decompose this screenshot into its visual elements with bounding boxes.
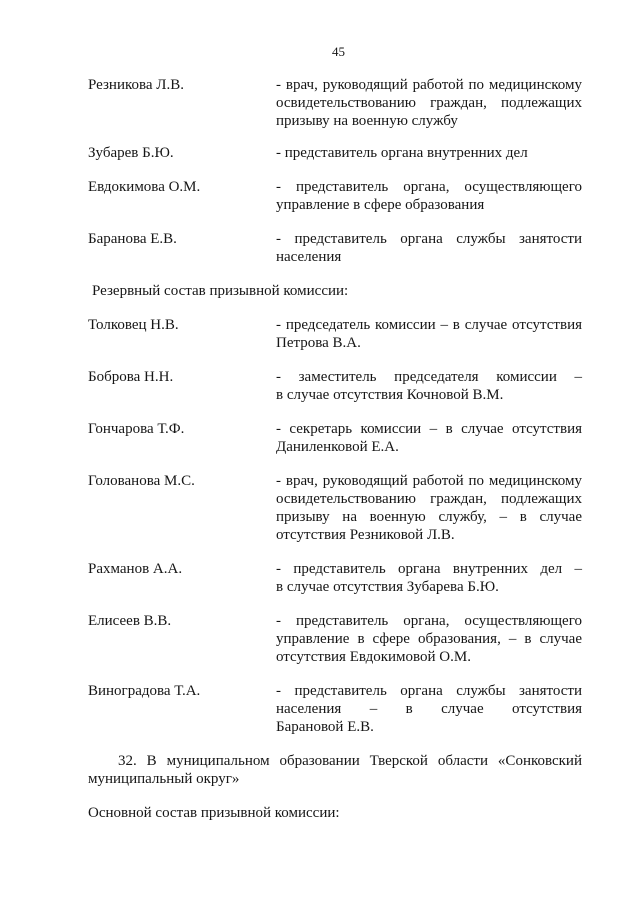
- member-name: Резникова Л.В.: [88, 77, 184, 93]
- member-role: [276, 144, 582, 162]
- member-role-line: - секретарь комиссии – в случае отсутствия: [276, 421, 582, 437]
- paragraph-line: 32. В муниципальном образовании Тверской области «Сонковский: [118, 753, 582, 769]
- member-entry: [88, 682, 582, 736]
- member-entry: [88, 230, 582, 266]
- member-role-line: освидетельствованию граждан, подлежащих: [276, 491, 582, 507]
- member-role: [276, 420, 582, 456]
- paragraph-line: муниципальный округ»: [88, 771, 240, 787]
- member-role-line: отсутствия Резниковой Л.В.: [276, 527, 455, 543]
- page-content: [88, 76, 582, 838]
- member-role: [276, 178, 582, 214]
- main-composition-heading: Основной состав призывной комиссии:: [88, 805, 340, 821]
- member-role-line: - представитель органа службы занятости: [276, 683, 582, 699]
- member-role: [276, 76, 582, 130]
- member-role: [276, 612, 582, 666]
- member-entry: [88, 316, 582, 352]
- member-entry: [88, 420, 582, 456]
- member-role-line: в случае отсутствия Зубарева Б.Ю.: [276, 579, 499, 595]
- reserve-composition-heading: Резервный состав призывной комиссии:: [92, 283, 349, 299]
- member-role-line: - представитель органа службы занятости: [276, 231, 582, 247]
- member-role-line: - заместитель председателя комиссии –: [276, 369, 582, 385]
- member-role: [276, 472, 582, 544]
- member-role-line: Даниленковой Е.А.: [276, 439, 399, 455]
- member-role-line: освидетельствованию граждан, подлежащих: [276, 95, 582, 111]
- member-role-line: Барановой Е.В.: [276, 719, 374, 735]
- member-role-line: в случае отсутствия Кочновой В.М.: [276, 387, 504, 403]
- member-name: Виноградова Т.А.: [88, 683, 201, 699]
- member-name: Боброва Н.Н.: [88, 369, 174, 385]
- member-name: Зубарев Б.Ю.: [88, 145, 174, 161]
- member-role-line: - представитель органа внутренних дел –: [276, 561, 582, 577]
- member-role-line: - представитель органа, осуществляющего: [276, 179, 582, 195]
- member-entry: [88, 144, 582, 162]
- member-name: Гончарова Т.Ф.: [88, 421, 185, 437]
- member-role-line: - председатель комиссии – в случае отсутствия: [276, 317, 582, 333]
- member-role: [276, 368, 582, 404]
- member-name: Елисеев В.В.: [88, 613, 172, 629]
- member-entry: [88, 612, 582, 666]
- member-entry: [88, 76, 582, 130]
- member-role: [276, 560, 582, 596]
- member-role-line: управление в сфере образования: [276, 197, 485, 213]
- member-role-line: - представитель органа внутренних дел: [276, 145, 528, 161]
- page-number: 45: [332, 44, 345, 59]
- member-name: Голованова М.С.: [88, 473, 195, 489]
- clause-32-paragraph: [88, 752, 582, 788]
- member-entry: [88, 472, 582, 544]
- member-role-line: отсутствия Евдокимовой О.М.: [276, 649, 471, 665]
- member-name: Толковец Н.В.: [88, 317, 179, 333]
- member-role-line: управление в сфере образования, – в случае: [276, 631, 582, 647]
- member-role-line: - врач, руководящий работой по медицинскому: [276, 77, 582, 93]
- member-name: Евдокимова О.М.: [88, 179, 201, 195]
- member-role-line: - врач, руководящий работой по медицинскому: [276, 473, 582, 489]
- member-entry: [88, 368, 582, 404]
- member-role: [276, 230, 582, 266]
- member-entry: [88, 560, 582, 596]
- member-role-line: Петрова В.А.: [276, 335, 361, 351]
- member-role-line: населения: [276, 249, 342, 265]
- member-role-line: населения – в случае отсутствия: [276, 701, 582, 717]
- member-role: [276, 316, 582, 352]
- member-role-line: призыву на военную службу, – в случае: [276, 509, 582, 525]
- member-role-line: - представитель органа, осуществляющего: [276, 613, 582, 629]
- member-name: Рахманов А.А.: [88, 561, 183, 577]
- member-role: [276, 682, 582, 736]
- member-name: Баранова Е.В.: [88, 231, 177, 247]
- member-role-line: призыву на военную службу: [276, 113, 458, 129]
- member-entry: [88, 178, 582, 214]
